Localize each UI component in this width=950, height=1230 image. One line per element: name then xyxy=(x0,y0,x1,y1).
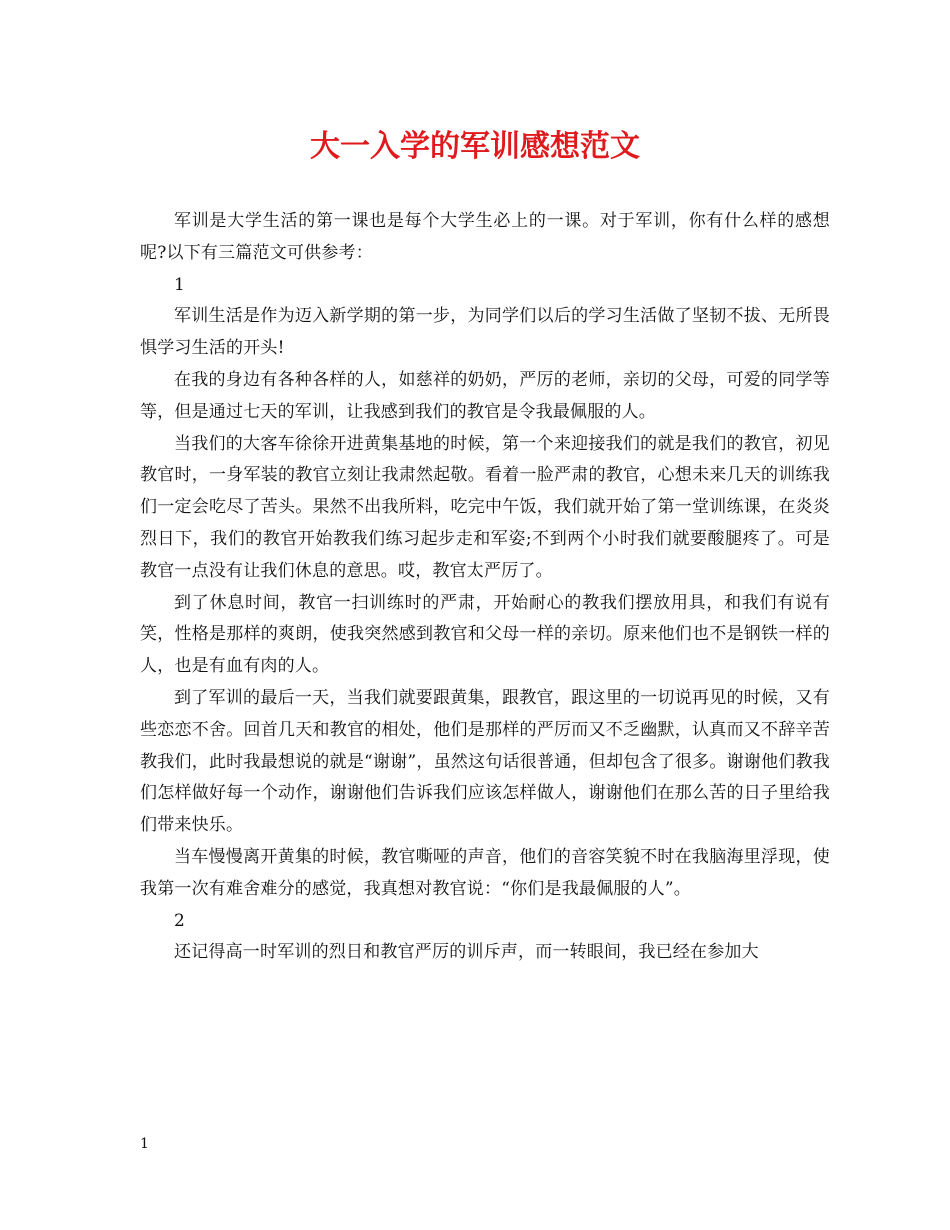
intro-paragraph: 军训是大学生活的第一课也是每个大学生必上的一课。对于军训，你有什么样的感想呢?以下有三篇范文可供参考： xyxy=(140,211,830,263)
body-paragraph: 还记得高一时军训的烈日和教官严厉的训斥声，而一转眼间，我已经在参加大 xyxy=(174,942,759,963)
section-marker-2: 2 xyxy=(174,910,186,931)
body-paragraph: 当车慢慢离开黄集的时候，教官嘶哑的声音，他们的音容笑貌不时在我脑海里浮现，使我第一次有难舍难分的感觉，我真想对教官说：“你们是我最佩服的人”。 xyxy=(140,846,830,899)
section-marker-1: 1 xyxy=(174,274,186,295)
document-body xyxy=(140,206,830,969)
body-paragraph: 当我们的大客车徐徐开进黄集基地的时候，第一个来迎接我们的就是我们的教官，初见教官时，一身军装的教官立刻让我肃然起敬。看着一脸严肃的教官，心想未来几天的训练我们一定会吃尽了苦头。果然不出我所料，吃完中午饭，我们就开始了第一堂训练课，在炎炎烈日下，我们的教官开始教我们练习起步走和军姿;不到两个小时我们就要酸腿疼了。可是教官一点没有让我们休息的意思。哎，教官太严厉了。 xyxy=(140,433,830,581)
body-paragraph: 到了军训的最后一天，当我们就要跟黄集，跟教官，跟这里的一切说再见的时候，又有些恋恋不舍。回首几天和教官的相处，他们是那样的严厉而又不乏幽默，认真而又不辞辛苦教我们，此时我最想说的就是“谢谢”，虽然这句话很普通，但却包含了很多。谢谢他们教我们怎样做好每一个动作，谢谢他们告诉我们应该怎样做人，谢谢他们在那么苦的日子里给我们带来快乐。 xyxy=(140,687,830,836)
body-paragraph: 到了休息时间，教官一扫训练时的严肃，开始耐心的教我们摆放用具，和我们有说有笑，性格是那样的爽朗，使我突然感到教官和父母一样的亲切。原来他们也不是钢铁一样的人，也是有血有肉的人。 xyxy=(140,592,830,677)
body-paragraph: 在我的身边有各种各样的人，如慈祥的奶奶，严厉的老师，亲切的父母，可爱的同学等等，但是通过七天的军训，让我感到我们的教官是令我最佩服的人。 xyxy=(140,369,830,422)
body-paragraph: 军训生活是作为迈入新学期的第一步，为同学们以后的学习生活做了坚韧不拔、无所畏惧学习生活的开头! xyxy=(140,306,830,359)
document-title: 大一入学的军训感想范文 xyxy=(310,129,640,164)
page-number: 1 xyxy=(140,1136,149,1152)
